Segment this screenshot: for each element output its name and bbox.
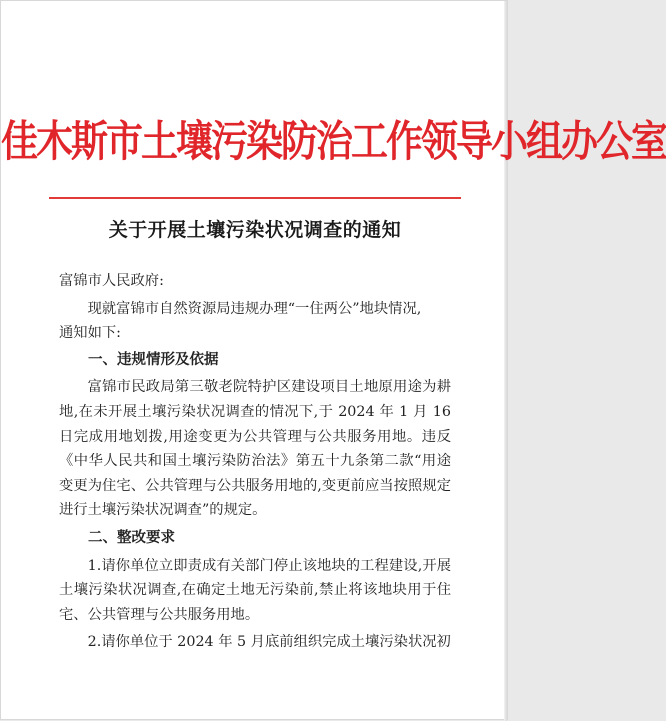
document-title: 关于开展土壤污染状况调查的通知 xyxy=(108,219,402,241)
intro-line-2: 通知如下: xyxy=(59,325,122,342)
section-2-heading: 二、整改要求 xyxy=(88,529,175,546)
section-1-body: 富锦市民政局第三敬老院特护区建设项目土地原用途为耕地,在未开展土壤污染状况调查的情况下,于 2024 年 1 月 16 日完成用地划拨,用途变更为公共管理与公共服务用地。违反《中华人民共和国土壤污染防治法》第五十九条第二款“用途变更为住宅、公共管理与公共服务用地的,变更前应当按照规定进行土壤污染状况调查”的规定。 xyxy=(59,379,451,519)
intro-line-1: 现就富锦市自然资源局违规办理“一住两公”地块情况, xyxy=(87,300,422,317)
red-separator-line xyxy=(49,197,461,199)
document-body xyxy=(59,269,451,655)
section-2-item-1: 1.请你单位立即责成有关部门停止该地块的工程建设,开展土壤污染状况调查,在确定土地无污染前,禁止将该地块用于住宅、公共管理与公共服务用地。 xyxy=(59,557,451,623)
section-2-item-2: 2.请你单位于 2024 年 5 月底前组织完成土壤污染状况初 xyxy=(87,634,451,651)
salutation: 富锦市人民政府: xyxy=(59,273,164,289)
section-1-heading: 一、违规情形及依据 xyxy=(88,351,219,368)
issuing-org-header: 佳木斯市土壤污染防治工作领导小组办公室 xyxy=(1,115,666,167)
